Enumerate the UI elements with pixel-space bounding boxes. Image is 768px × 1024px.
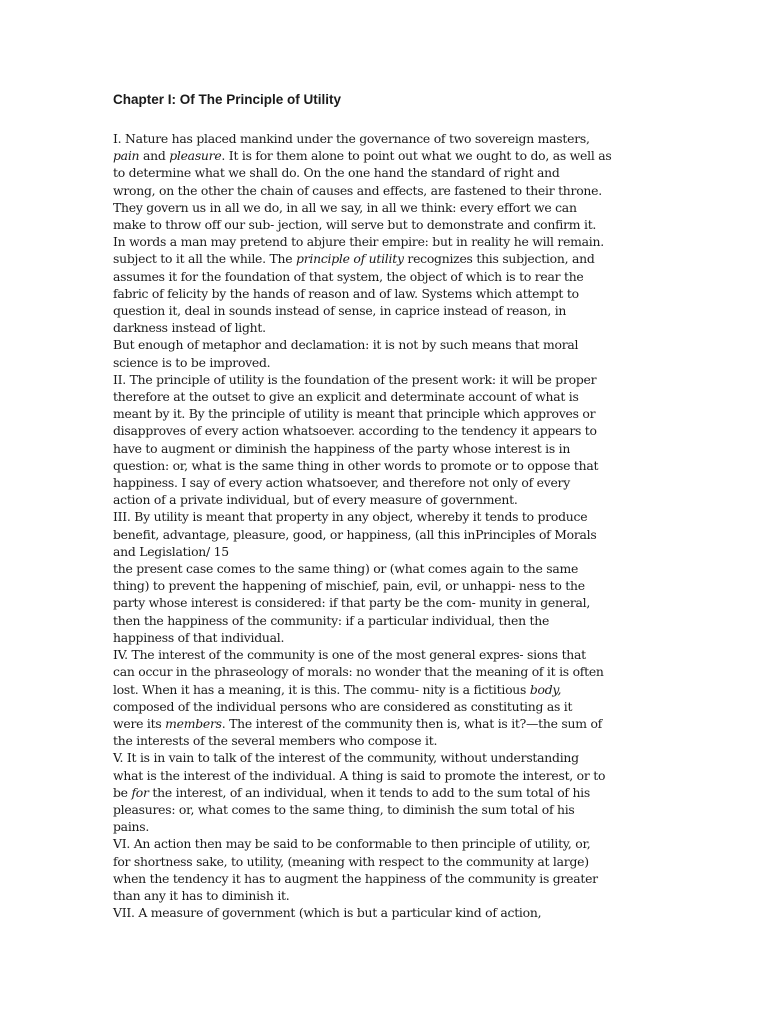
text-run: benefit, advantage, pleasure, good, or happiness, (all this inPrinciples of Morals xyxy=(113,526,597,542)
text-line xyxy=(113,405,658,422)
text-run: when the tendency it has to augment the happiness of the community is greater xyxy=(113,870,598,886)
text-run: VI. An action then may be said to be conformable to then principle of utility, or, xyxy=(113,836,591,852)
text-line xyxy=(113,268,658,285)
text-run: But enough of metaphor and declamation: it is not by such means that moral xyxy=(113,337,579,353)
italic-text: pain xyxy=(113,148,140,164)
text-run: can occur in the phraseology of morals: no wonder that the meaning of it is often xyxy=(113,664,604,680)
text-line xyxy=(113,801,658,818)
text-line xyxy=(113,818,658,835)
text-run: therefore at the outset to give an explicit and determinate account of what is xyxy=(113,389,579,405)
text-run: then the happiness of the community: if a particular individual, then the xyxy=(113,612,550,628)
text-run: what is the interest of the individual. A thing is said to promote the interest, or to xyxy=(113,767,606,783)
text-line xyxy=(113,147,658,164)
text-line xyxy=(113,508,658,525)
text-run: I. Nature has placed mankind under the governance of two sovereign masters, xyxy=(113,131,590,146)
text-run: be xyxy=(113,784,132,800)
text-line xyxy=(113,354,658,371)
text-run: to determine what we shall do. On the one hand the standard of right and xyxy=(113,165,560,181)
text-run: and xyxy=(139,148,170,164)
text-line xyxy=(113,577,658,594)
text-run: the interests of the several members who compose it. xyxy=(113,733,438,749)
text-line xyxy=(113,612,658,629)
text-line xyxy=(113,853,658,870)
text-run: than any it has to diminish it. xyxy=(113,887,290,903)
chapter-body xyxy=(113,130,658,921)
text-run: meant by it. By the principle of utility is meant that principle which approves or xyxy=(113,406,596,422)
text-line xyxy=(113,440,658,457)
text-run: science is to be improved. xyxy=(113,354,271,370)
text-run: fabric of felicity by the hands of reason and of law. Systems which attempt to xyxy=(113,285,579,301)
text-line xyxy=(113,371,658,388)
text-run: party whose interest is considered: if that party be the com- munity in general, xyxy=(113,595,591,611)
text-run: III. By utility is meant that property in any object, whereby it tends to produce xyxy=(113,509,588,525)
text-run: darkness instead of light. xyxy=(113,320,266,336)
text-run: question: or, what is the same thing in other words to promote or to oppose that xyxy=(113,457,599,473)
text-line xyxy=(113,560,658,577)
text-line xyxy=(113,715,658,732)
text-run: disapproves of every action whatsoever. according to the tendency it appears to xyxy=(113,423,597,439)
text-line xyxy=(113,422,658,439)
document-page xyxy=(113,90,658,921)
text-line xyxy=(113,698,658,715)
text-line xyxy=(113,250,658,267)
text-line xyxy=(113,663,658,680)
text-line xyxy=(113,594,658,611)
text-run: IV. The interest of the community is one of the most general expres- sions that xyxy=(113,647,586,663)
text-line xyxy=(113,732,658,749)
text-line xyxy=(113,870,658,887)
text-run: action of a private individual, but of every measure of government. xyxy=(113,492,518,508)
text-run: lost. When it has a meaning, it is this. The commu- nity is a fictitious xyxy=(113,681,530,697)
text-line xyxy=(113,285,658,302)
text-run: V. It is in vain to talk of the interest of the community, without understanding xyxy=(113,750,579,766)
text-run: happiness. I say of every action whatsoever, and therefore not only of every xyxy=(113,475,570,491)
text-line xyxy=(113,199,658,216)
text-run: question it, deal in sounds instead of sense, in caprice instead of reason, in xyxy=(113,303,567,319)
text-run: the interest, of an individual, when it tends to add to the sum total of his xyxy=(148,784,590,800)
text-run: pains. xyxy=(113,819,150,835)
italic-text: for xyxy=(131,784,149,800)
text-line xyxy=(113,336,658,353)
text-run: pleasures: or, what comes to the same thing, to diminish the sum total of his xyxy=(113,801,575,817)
text-line xyxy=(113,302,658,319)
text-run: for shortness sake, to utility, (meaning with respect to the community at large) xyxy=(113,853,589,869)
text-line xyxy=(113,526,658,543)
text-run: assumes it for the foundation of that system, the object of which is to rear the xyxy=(113,268,584,284)
text-run: II. The principle of utility is the foundation of the present work: it will be proper xyxy=(113,371,597,387)
text-line xyxy=(113,457,658,474)
italic-text: body, xyxy=(529,681,562,697)
text-line xyxy=(113,646,658,663)
text-line xyxy=(113,474,658,491)
text-run: subject to it all the while. The xyxy=(113,251,297,267)
text-run: thing) to prevent the happening of mischief, pain, evil, or unhappi- ness to the xyxy=(113,578,585,594)
text-run: recognizes this subjection, and xyxy=(403,251,595,267)
text-line xyxy=(113,681,658,698)
text-line xyxy=(113,543,658,560)
text-run: happiness of that individual. xyxy=(113,629,285,645)
text-run: make to throw off our sub- jection, will serve but to demonstrate and confirm it. xyxy=(113,217,597,233)
text-line xyxy=(113,904,658,921)
text-run: They govern us in all we do, in all we say, in all we think: every effort we can xyxy=(113,199,577,215)
text-run: wrong, on the other the chain of causes and effects, are fastened to their throne. xyxy=(113,182,602,198)
text-run: . The interest of the community then is, what is it?—the sum of xyxy=(221,715,602,731)
text-line xyxy=(113,319,658,336)
text-run: . It is for them alone to point out what we ought to do, as well as xyxy=(221,148,612,164)
chapter-title: Chapter I: Of The Principle of Utility xyxy=(113,92,342,107)
text-line xyxy=(113,491,658,508)
text-line xyxy=(113,835,658,852)
text-run: have to augment or diminish the happiness of the party whose interest is in xyxy=(113,440,571,456)
text-line xyxy=(113,749,658,766)
text-line xyxy=(113,629,658,646)
text-line xyxy=(113,164,658,181)
italic-text: pleasure xyxy=(169,148,222,164)
text-line xyxy=(113,767,658,784)
italic-text: principle of utility xyxy=(296,251,404,267)
text-line xyxy=(113,216,658,233)
text-line xyxy=(113,130,658,147)
text-run: were its xyxy=(113,715,166,731)
text-line xyxy=(113,182,658,199)
text-line xyxy=(113,784,658,801)
text-run: composed of the individual persons who are considered as constituting as it xyxy=(113,698,573,714)
text-run: In words a man may pretend to abjure their empire: but in reality he will remain. xyxy=(113,234,604,250)
text-run: and Legislation/ 15 xyxy=(113,543,229,559)
text-run: the present case comes to the same thing) or (what comes again to the same xyxy=(113,561,579,577)
text-line xyxy=(113,388,658,405)
italic-text: members xyxy=(165,715,222,731)
text-run: VII. A measure of government (which is but a particular kind of action, xyxy=(113,905,542,921)
text-line xyxy=(113,233,658,250)
text-line xyxy=(113,887,658,904)
